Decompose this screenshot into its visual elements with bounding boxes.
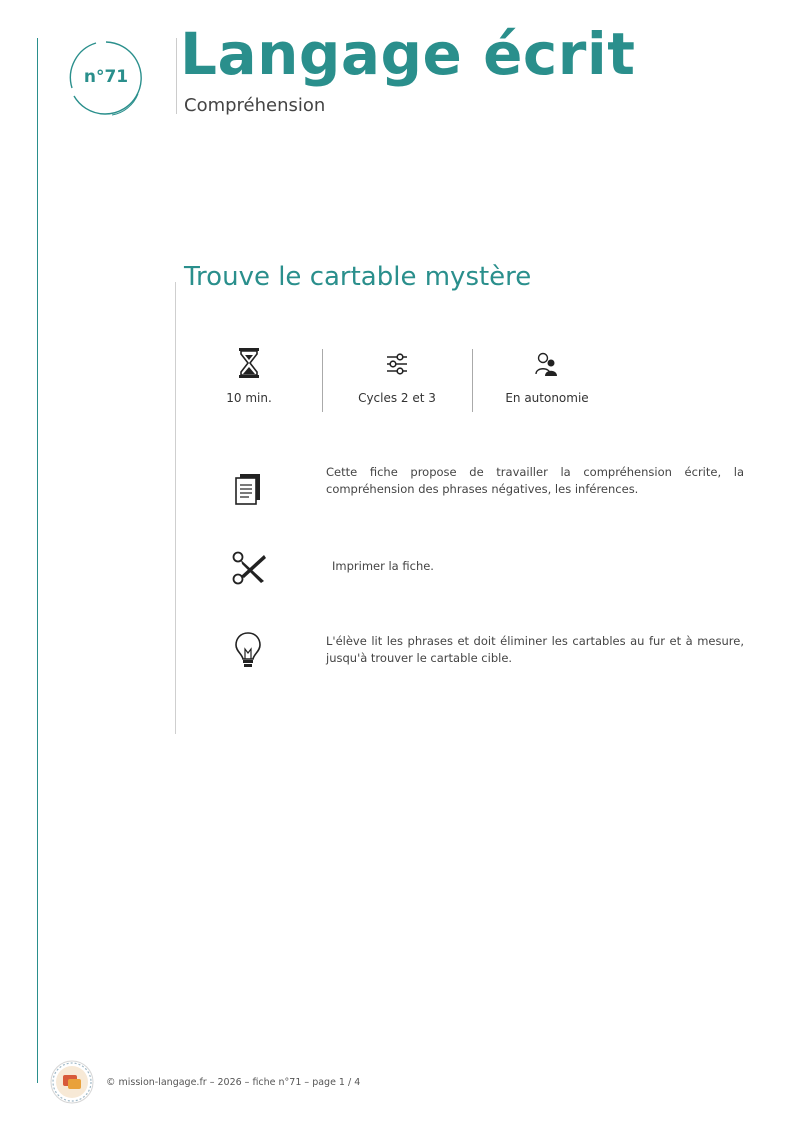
instructions-text: L'élève lit les phrases et doit éliminer les cartables au fur et à mesure, jusqu'à trouver le cartable cible. xyxy=(326,634,744,665)
activity-title: Trouve le cartable mystère xyxy=(184,262,532,292)
page-left-rule xyxy=(37,38,38,1083)
document-icon xyxy=(233,472,263,508)
scissors-icon xyxy=(230,549,268,587)
title-rule xyxy=(176,38,177,114)
fiche-number-badge xyxy=(66,38,146,118)
lightbulb-icon xyxy=(233,631,263,671)
mode-info xyxy=(472,347,622,405)
fiche-number: n°71 xyxy=(83,67,129,87)
preparation-text: Imprimer la fiche. xyxy=(332,559,434,573)
mission-langage-logo xyxy=(50,1060,94,1104)
page-title: Langage écrit xyxy=(180,20,636,88)
objective-text: Cette fiche propose de travailler la compréhension écrite, la compréhension des phrases négatives, les inférences. xyxy=(326,465,744,496)
hourglass-icon xyxy=(237,347,261,379)
duration-info xyxy=(174,347,324,405)
user-icon xyxy=(535,347,559,379)
footer-copyright: © mission-langage.fr – 2026 – fiche n°71 – page 1 / 4 xyxy=(106,1077,361,1088)
duration-label: 10 min. xyxy=(226,391,272,405)
sliders-icon xyxy=(385,347,409,379)
cycles-label: Cycles 2 et 3 xyxy=(358,391,436,405)
mode-label: En autonomie xyxy=(505,391,589,405)
cycles-info xyxy=(322,347,472,405)
page-subtitle: Compréhension xyxy=(184,95,326,116)
